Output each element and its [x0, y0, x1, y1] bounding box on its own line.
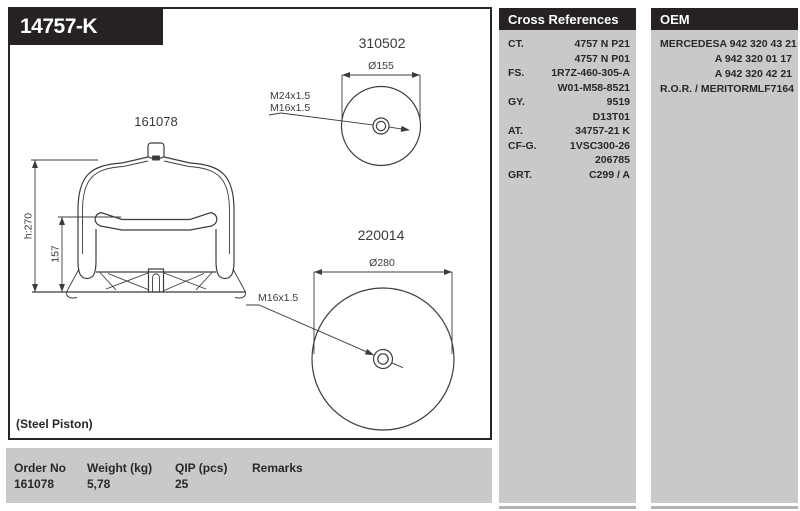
dim-height-label: h:270 [22, 212, 35, 240]
oem-row [651, 82, 798, 97]
xref-value: D13T01 [592, 110, 630, 123]
spec-value: 25 [175, 477, 189, 491]
spec-header: Weight (kg) [87, 461, 153, 475]
cross-reference-row [499, 110, 636, 125]
cross-reference-row [499, 37, 636, 52]
cross-reference-row [499, 95, 636, 110]
xref-value: 4757 N P21 [574, 38, 630, 50]
spec-column-order-no [14, 460, 66, 492]
cross-references-header [499, 8, 636, 30]
cross-reference-row [499, 66, 636, 81]
spec-column-qip [175, 460, 227, 492]
bellows-outline [78, 157, 148, 254]
cross-references-body [499, 30, 636, 503]
part-number: 14757-K [20, 14, 98, 38]
xref-value: 1VSC300-26 [569, 139, 630, 152]
piston-top-plate [95, 213, 217, 231]
cross-references-title: Cross References [508, 11, 619, 27]
spec-column-remarks [252, 460, 303, 476]
piston-drawing [246, 227, 454, 430]
top-plate-part-number: 310502 [358, 35, 406, 51]
spec-header: Remarks [252, 461, 303, 475]
top-plate-circle [342, 87, 421, 166]
xref-value: W01-M58-8521 [557, 81, 630, 94]
bolt-icon [373, 118, 389, 134]
spec-header: Order No [14, 461, 67, 475]
technical-drawings [10, 9, 490, 438]
xref-label: GRT. [508, 168, 532, 181]
bellows-part-number: 161078 [134, 114, 178, 129]
thread-label-m24: M24x1.5 [270, 90, 311, 102]
spec-header: QIP (pcs) [175, 461, 228, 475]
dimension-h270 [23, 160, 99, 292]
piston-circle [312, 288, 454, 430]
cross-references-panel [499, 8, 636, 503]
spec-column-weight [87, 460, 152, 492]
xref-label: CF-G. [508, 139, 537, 152]
panel-shadow [651, 506, 798, 509]
oem-panel [651, 8, 798, 503]
xref-value: 9519 [606, 96, 630, 108]
drawing-area [8, 7, 492, 440]
thread-label-m16: M16x1.5 [270, 102, 311, 114]
oem-value: A 942 320 42 21 [714, 68, 792, 80]
piston-part-number: 220014 [357, 227, 405, 243]
bolt-icon [374, 350, 393, 369]
oem-row [651, 52, 798, 67]
oem-row [651, 37, 798, 52]
xref-value: 1R7Z-460-305-A [551, 67, 630, 79]
xref-value: 34757-21 K [575, 125, 630, 137]
spec-value: 5,78 [87, 477, 111, 491]
bellows-drawing [23, 114, 247, 298]
xref-label: AT. [508, 125, 523, 137]
piston-diameter-label: Ø280 [369, 257, 395, 269]
cross-reference-row [499, 168, 636, 183]
oem-header [651, 8, 798, 30]
xref-label: GY. [508, 96, 525, 108]
xref-label: CT. [508, 38, 524, 50]
xref-value: 206785 [594, 154, 630, 166]
oem-title: OEM [660, 11, 690, 27]
xref-value: C299 / A [588, 168, 630, 181]
oem-value: A 942 320 01 17 [714, 53, 792, 65]
right-lobe [216, 229, 234, 279]
dim-inner-label: 157 [49, 245, 62, 263]
cross-reference-row [499, 139, 636, 154]
panel-shadow [499, 506, 636, 509]
piston-thread-label: M16x1.5 [258, 292, 299, 304]
xref-value: 4757 N P01 [574, 52, 630, 65]
oem-value: A 942 320 43 21 [719, 38, 797, 50]
cross-reference-row [499, 52, 636, 67]
piston-material-note: (Steel Piston) [16, 417, 93, 431]
cross-reference-row [499, 81, 636, 96]
oem-label: MERCEDES [660, 38, 720, 50]
cross-reference-row [499, 153, 636, 168]
oem-row [651, 67, 798, 82]
spec-value: 161078 [14, 477, 55, 491]
left-lobe [78, 229, 96, 279]
oem-body [651, 30, 798, 503]
part-number-header [8, 8, 163, 45]
oem-value: MLF7164 [749, 83, 794, 95]
top-plate-drawing [269, 35, 421, 166]
top-plate-diameter-label: Ø155 [368, 60, 394, 72]
oem-label: R.O.R. / MERITOR [660, 83, 750, 95]
xref-label: FS. [508, 67, 525, 79]
cross-reference-row [499, 124, 636, 139]
spec-table [6, 448, 492, 503]
